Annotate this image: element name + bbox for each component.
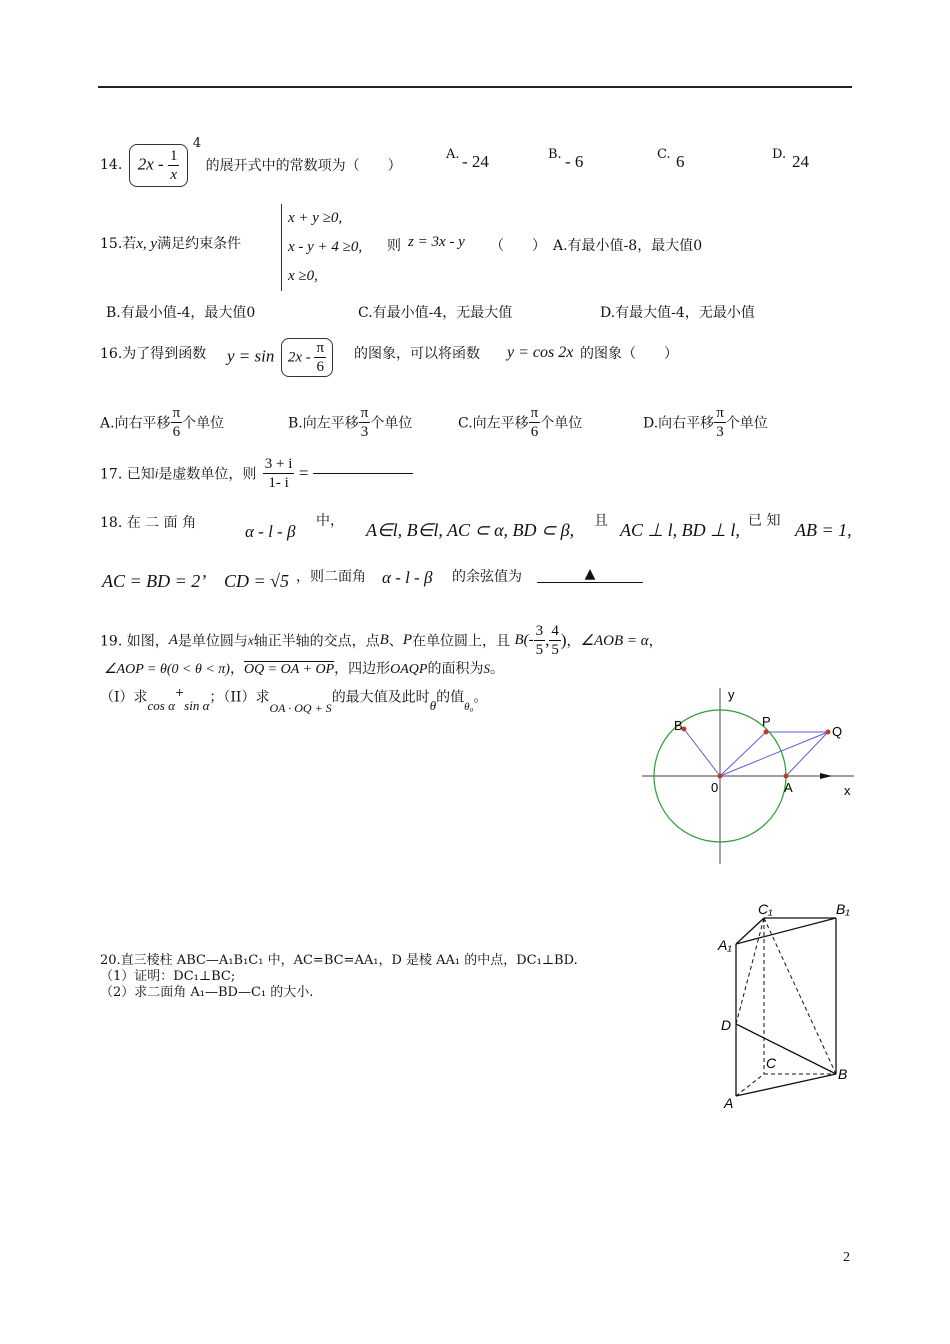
option-b: B.向左平移 $\frac{\pi}{3}$ 个单位 [288, 405, 413, 440]
expression: 2x - $\frac{1}{x}$ [129, 144, 189, 187]
label-y: y [728, 687, 735, 702]
option-c: C.向左平移 $\frac{\pi}{6}$ 个单位 [458, 405, 583, 440]
header-rule [98, 86, 852, 88]
question-17: 17. 已知i是虚数单位，则 $\frac{3 + i}{1- i}$ = [100, 455, 413, 492]
option-c: C.有最小值-4，无最大值 [358, 305, 513, 321]
question-18: 18. 在 二 面 角 [100, 515, 197, 531]
label-b1: B₁ [836, 901, 850, 917]
label-o: 0 [711, 780, 719, 795]
objective-function: z = 3x - y [408, 234, 465, 250]
label-a: A [724, 1095, 734, 1111]
point-a [784, 774, 789, 779]
label-q: Q [832, 724, 843, 739]
point-q [826, 730, 831, 735]
constraint-system: x + y ≥0, x - y + 4 ≥0, x ≥0, [281, 204, 362, 291]
question-19-line2: ∠AOP = θ(0 < θ < π)，OQ = OA + OP，四边形OAQP的面积为S。 [104, 661, 504, 677]
option-d: D.向右平移 $\frac{\pi}{3}$ 个单位 [643, 405, 768, 440]
option-c-value: 6 [676, 152, 685, 171]
point-o [718, 774, 723, 779]
dihedral-angle: α - l - β [245, 522, 296, 541]
question-text: 的展开式中的常数项为（ ） [205, 158, 402, 174]
ab-value: AB = 1, [795, 520, 852, 540]
function-1: y = sin 2x - $\frac{\pi}{6}$ [227, 338, 333, 377]
label-p: P [762, 714, 771, 729]
option-b: B.有最小值-4，最大值0 [106, 305, 256, 321]
option-a: A.向右平移 $\frac{\pi}{6}$ 个单位 [100, 405, 225, 440]
label-a1: A₁ [718, 937, 732, 953]
unit-circle-figure [640, 682, 860, 867]
label-c1: C₁ [758, 901, 773, 917]
condition-2: AC ⊥ l, BD ⊥ l, [620, 520, 740, 540]
page-number: 2 [843, 1250, 850, 1265]
option-b-value: - 6 [565, 152, 584, 171]
cd-value: CD = √5 [224, 571, 290, 591]
function-2: y = cos 2x [507, 344, 574, 361]
option-d: D.有最大值-4，无最小值 [600, 305, 755, 321]
condition-1: A∈l, B∈l, AC ⊂ α, BD ⊂ β, [366, 520, 575, 540]
question-19-line1: 19. 如图，A是单位圆与x轴正半轴的交点，点B、P在单位圆上，且 B(- $\frac{3}{5}$ , $\frac{4}{5}$ )，∠AOB = α， [100, 623, 663, 658]
option-a-value: - 24 [462, 152, 489, 171]
label-a: A [784, 780, 793, 795]
prism-figure [710, 896, 870, 1116]
label-b: B [674, 718, 683, 733]
option-b-label: B. [548, 147, 562, 162]
ac-bd-value: AC = BD = 2’ [102, 571, 207, 591]
option-a: A.有最小值-8，最大值0 [553, 238, 703, 254]
label-c: C [766, 1055, 777, 1071]
option-c-label: C. [657, 147, 671, 162]
option-d-value: 24 [792, 152, 809, 171]
answer-blank [313, 473, 413, 474]
question-20: 20.直三棱柱 ABC—A₁B₁C₁ 中，AC=BC=AA₁，D 是棱 AA₁ 的中点，DC₁⊥BD. （1）证明：DC₁⊥BC; （2）求二面角 A₁—BD—C₁ 的大小. [100, 953, 578, 1000]
exponent: 4 [192, 136, 202, 151]
label-b: B [838, 1066, 848, 1082]
question-19-parts: （I）求cos α+sin α；（II）求OA · OQ + S的最大值及此时θ的值$_{\theta_0}$。 [100, 686, 488, 715]
option-a-label: A. [446, 147, 460, 162]
triangle-mark: ▲ [584, 566, 596, 582]
label-x: x [844, 783, 851, 798]
point-p [764, 730, 769, 735]
label-d: D [721, 1017, 732, 1033]
question-number: 14. [100, 157, 123, 173]
x-axis-arrow [820, 773, 832, 779]
option-d-label: D. [772, 147, 787, 162]
question-14 [100, 136, 402, 186]
question-16: 16.为了得到函数 [100, 346, 207, 362]
question-15: 15.若x, y满足约束条件 [100, 236, 242, 252]
answer-blank [537, 566, 643, 583]
